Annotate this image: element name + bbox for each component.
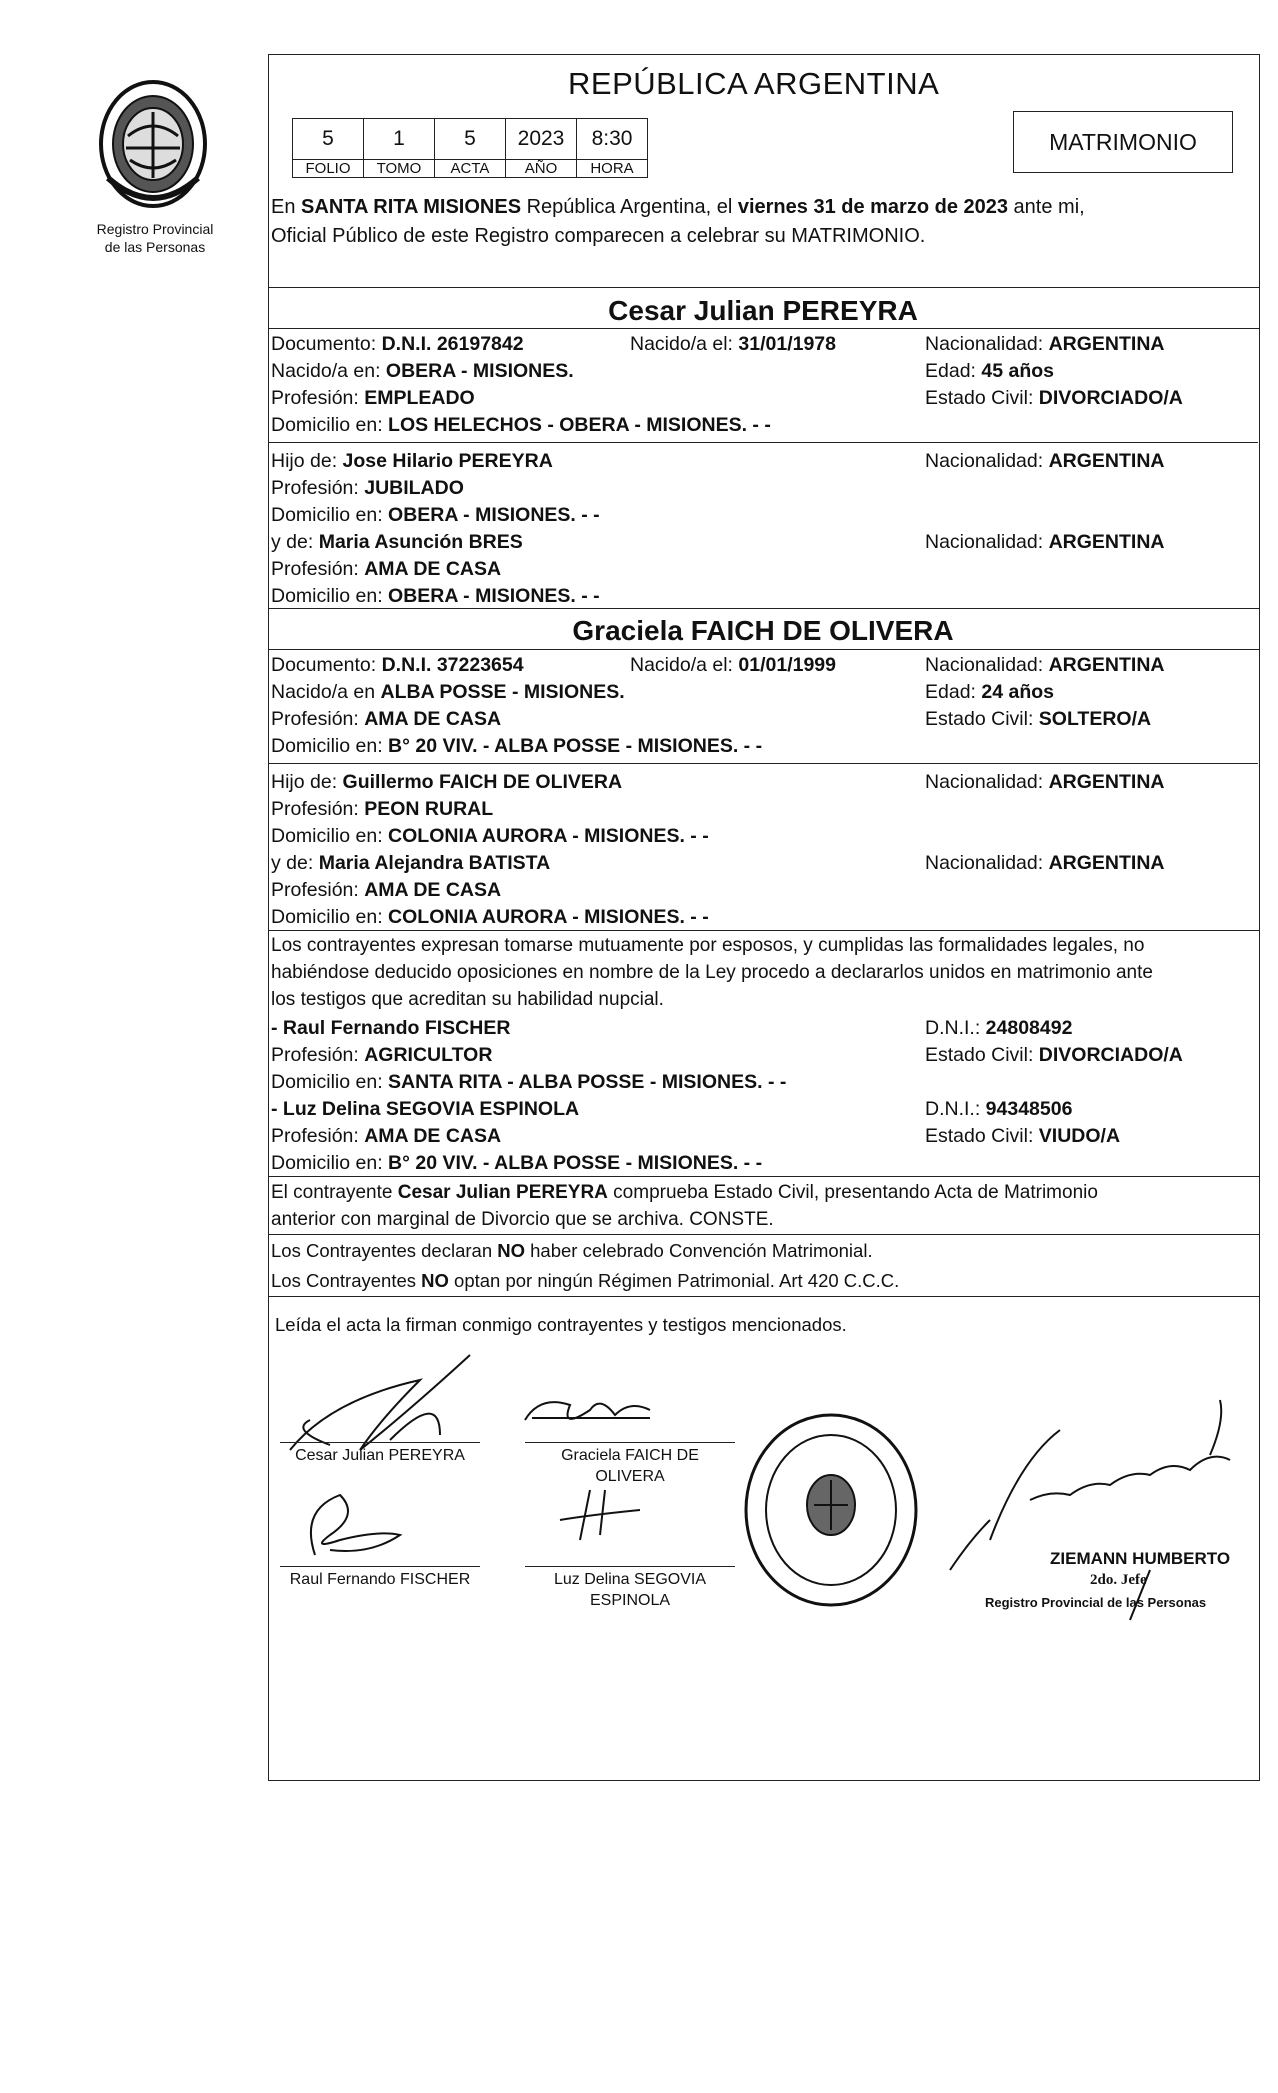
signature-name-1: Cesar Julian PEREYRA [295,1447,465,1464]
spouse2-birthplace: Nacido/a en ALBA POSSE - MISIONES. [271,681,625,703]
tomo-value: 1 [364,119,435,160]
sep-4b [268,763,1258,764]
witness1-civil: Estado Civil: DIVORCIADO/A [925,1044,1183,1066]
document-type-box: MATRIMONIO [1013,111,1233,173]
sep-6 [268,1176,1260,1177]
spouse1-father: Hijo de: Jose Hilario PEREYRA [271,450,553,472]
spouse1-civil: Estado Civil: DIVORCIADO/A [925,387,1183,409]
declaration-line2: habiéndose deducido oposiciones en nombre de la Ley procedo a declararlos unidos en matrimonio ante [271,962,1153,983]
logo-caption-line2: de las Personas [104,239,206,255]
spouse1-doc: Documento: D.N.I. 26197842 [271,333,524,355]
signature-name-2a: Graciela FAICH DE [561,1447,699,1464]
witness2-addr: Domicilio en: B° 20 VIV. - ALBA POSSE - MISIONES. - - [271,1152,763,1174]
spouse1-mother-addr: Domicilio en: OBERA - MISIONES. - - [271,585,600,607]
hora-value: 8:30 [577,119,648,160]
closing-text: Leída el acta la firman conmigo contrayentes y testigos mencionados. [275,1314,847,1335]
hora-label: HORA [577,160,648,178]
civil-proof-line1: El contrayente Cesar Julian PEREYRA comprueba Estado Civil, presentando Acta de Matrimonio [271,1182,1098,1203]
witness2-civil: Estado Civil: VIUDO/A [925,1125,1121,1147]
spouse1-birthplace: Nacido/a en: OBERA - MISIONES. [271,360,574,382]
witness2-name: - Luz Delina SEGOVIA ESPINOLA [271,1098,580,1120]
spouse2-age: Edad: 24 años [925,681,1055,703]
spouse2-name: Graciela FAICH DE OLIVERA [572,615,954,646]
sep-4 [268,649,1260,650]
spouse1-mother-prof: Profesión: AMA DE CASA [271,558,502,580]
spouse2-nat: Nacionalidad: ARGENTINA [925,654,1165,676]
frame-top-line [268,54,1260,55]
spouse2-mother-addr: Domicilio en: COLONIA AURORA - MISIONES. - - [271,906,709,928]
spouse2-doc: Documento: D.N.I. 37223654 [271,654,524,676]
sep-3 [268,608,1260,609]
spouse1-father-nat: Nacionalidad: ARGENTINA [925,450,1165,472]
convention-line1: Los Contrayentes declaran NO haber celebrado Convención Matrimonial. [271,1240,873,1261]
witness1-prof: Profesión: AGRICULTOR [271,1044,493,1066]
spouse2-mother-prof: Profesión: AMA DE CASA [271,879,502,901]
spouse2-father-nat: Nacionalidad: ARGENTINA [925,771,1165,793]
acta-value: 5 [435,119,506,160]
spouse2-mother-nat: Nacionalidad: ARGENTINA [925,852,1165,874]
spouse2-prof: Profesión: AMA DE CASA [271,708,502,730]
spouse1-nat: Nacionalidad: ARGENTINA [925,333,1165,355]
sig-line-1 [280,1442,480,1443]
witness2-dni: D.N.I.: 94348506 [925,1098,1073,1120]
sep-5 [268,930,1260,931]
officer-title: 2do. Jefe [1090,1572,1147,1588]
spouse2-mother: y de: Maria Alejandra BATISTA [271,852,551,874]
witness2-prof: Profesión: AMA DE CASA [271,1125,502,1147]
sep-2b [268,442,1258,443]
spouse2-civil: Estado Civil: SOLTERO/A [925,708,1152,730]
anio-value: 2023 [506,119,577,160]
sig-line-2 [525,1442,735,1443]
folio-value: 5 [293,119,364,160]
spouse2-father: Hijo de: Guillermo FAICH DE OLIVERA [271,771,623,793]
signature-name-4b: ESPINOLA [589,1592,671,1609]
sep-7 [268,1234,1260,1235]
spouse1-mother-nat: Nacionalidad: ARGENTINA [925,531,1165,553]
intro-line1: En SANTA RITA MISIONES República Argentina, el viernes 31 de marzo de 2023 ante mi, [271,196,1085,218]
officer-name: ZIEMANN HUMBERTO [1050,1549,1231,1568]
sig-line-4 [525,1566,735,1567]
convention-line2: Los Contrayentes NO optan por ningún Régimen Patrimonial. Art 420 C.C.C. [271,1270,900,1291]
sep-1 [268,287,1260,288]
folio-label: FOLIO [293,160,364,178]
sep-8 [268,1296,1260,1297]
sig-line-3 [280,1566,480,1567]
witness1-name: - Raul Fernando FISCHER [271,1017,511,1039]
registry-table [292,118,648,178]
officer-org: Registro Provincial de las Personas [985,1595,1207,1610]
spouse2-father-addr: Domicilio en: COLONIA AURORA - MISIONES. - - [271,825,709,847]
tomo-label: TOMO [364,160,435,178]
civil-proof-line2: anterior con marginal de Divorcio que se archiva. CONSTE. [271,1209,774,1230]
witness1-dni: D.N.I.: 24808492 [925,1017,1073,1039]
logo-caption-line1: Registro Provincial [96,221,214,237]
registry-logo [88,78,218,213]
signature-name-4a: Luz Delina SEGOVIA [553,1571,707,1588]
sep-2 [268,328,1260,329]
delegation-stamp [736,1405,926,1615]
spouse1-prof: Profesión: EMPLEADO [271,387,475,409]
spouse1-father-addr: Domicilio en: OBERA - MISIONES. - - [271,504,600,526]
intro-line2: Oficial Público de este Registro comparecen a celebrar su MATRIMONIO. [271,225,926,247]
spouse1-mother: y de: Maria Asunción BRES [271,531,523,553]
signature-name-3: Raul Fernando FISCHER [289,1571,471,1588]
declaration-line3: los testigos que acreditan su habilidad nupcial. [271,989,664,1010]
page-title: REPÚBLICA ARGENTINA [568,66,940,101]
acta-label: ACTA [435,160,506,178]
spouse2-addr: Domicilio en: B° 20 VIV. - ALBA POSSE - MISIONES. - - [271,735,763,757]
spouse2-born: Nacido/a el: 01/01/1999 [630,654,837,676]
spouse1-born: Nacido/a el: 31/01/1978 [630,333,837,355]
spouse1-father-prof: Profesión: JUBILADO [271,477,464,499]
spouse1-age: Edad: 45 años [925,360,1055,382]
witness1-addr: Domicilio en: SANTA RITA - ALBA POSSE - MISIONES. - - [271,1071,787,1093]
declaration-line1: Los contrayentes expresan tomarse mutuamente por esposos, y cumplidas las formalidades legales, no [271,935,1145,956]
signature-name-2b: OLIVERA [595,1468,665,1485]
anio-label: AÑO [506,160,577,178]
spouse1-name: Cesar Julian PEREYRA [608,295,918,326]
spouse1-addr: Domicilio en: LOS HELECHOS - OBERA - MISIONES. - - [271,414,771,436]
spouse2-father-prof: Profesión: PEON RURAL [271,798,494,820]
